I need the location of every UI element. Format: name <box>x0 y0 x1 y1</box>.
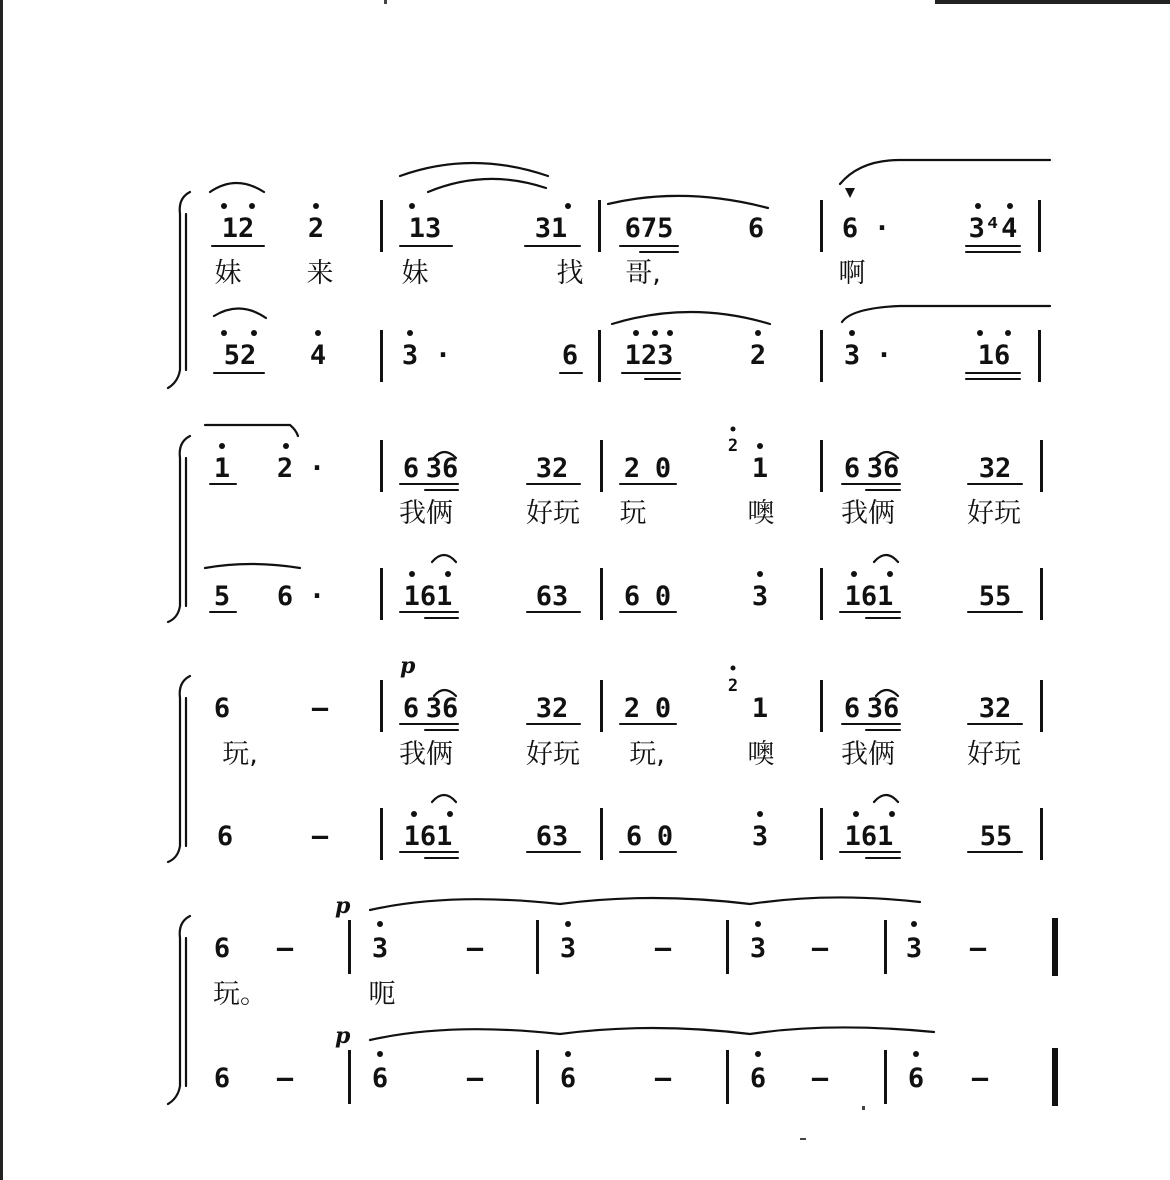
dash: — <box>276 1063 294 1094</box>
rest: 0 <box>654 581 672 612</box>
note-group: 36 <box>866 693 900 724</box>
rest: 0 <box>654 693 672 724</box>
note-group: 161 <box>844 581 894 612</box>
lyric: 玩。 <box>213 979 267 1010</box>
rest: 0 <box>654 453 672 484</box>
dynamic-marking: p <box>400 653 416 679</box>
lyric: 好玩 <box>967 739 1021 770</box>
note: 6 <box>843 453 861 484</box>
note: 6 <box>907 1063 925 1094</box>
note: 2 <box>307 213 325 244</box>
note: 3 <box>751 581 769 612</box>
note-group: 32 <box>535 693 569 724</box>
dash: — <box>811 933 829 964</box>
note-group: 63 <box>535 581 569 612</box>
lyric: 我俩 <box>399 739 453 770</box>
note: 2 <box>749 340 767 371</box>
note-group: 32 <box>535 453 569 484</box>
note-group: 52 <box>223 340 257 371</box>
note: 6 <box>402 453 420 484</box>
note: 6 <box>216 821 234 852</box>
lyric: 好玩 <box>526 498 580 529</box>
note: 3 <box>751 821 769 852</box>
note-group: 161 <box>403 821 453 852</box>
note: 3 <box>843 340 861 371</box>
note: 6 <box>371 1063 389 1094</box>
dash: — <box>311 821 329 852</box>
note-group: 32 <box>978 693 1012 724</box>
augmentation-dot: · <box>308 581 326 612</box>
note: 3 <box>371 933 389 964</box>
lyric: 玩, <box>222 739 258 770</box>
lyric: 我俩 <box>399 498 453 529</box>
note-group: 12 <box>221 213 255 244</box>
lyric: 来 <box>306 258 334 289</box>
dash: — <box>466 933 484 964</box>
lyric: 噢 <box>747 739 775 770</box>
note: 3 <box>401 340 419 371</box>
note-group: 63 <box>535 821 569 852</box>
dash: — <box>276 933 294 964</box>
dash: — <box>466 1063 484 1094</box>
augmentation-dot: · <box>875 340 893 371</box>
lyric: 找 <box>556 258 584 289</box>
note: 1 <box>751 453 769 484</box>
note-group: 16 <box>977 340 1011 371</box>
lyric: 玩, <box>629 739 665 770</box>
note-group: 55 <box>979 821 1013 852</box>
note-group: 36 <box>425 693 459 724</box>
note: 2 <box>276 453 294 484</box>
lyric: 啊 <box>838 258 866 289</box>
note: 3 <box>559 933 577 964</box>
note: 6 <box>623 581 641 612</box>
grace-note: 2 <box>727 676 739 696</box>
note: 6 <box>747 213 765 244</box>
note-group: 31 <box>534 213 568 244</box>
note: 3 <box>749 933 767 964</box>
note: 6 <box>402 693 420 724</box>
lyric: 好玩 <box>526 739 580 770</box>
note: 6 <box>841 213 859 244</box>
lyric: 玩 <box>619 498 647 529</box>
note-group: 55 <box>978 581 1012 612</box>
dynamic-marking: p <box>335 893 351 919</box>
dynamic-marking: p <box>335 1023 351 1049</box>
note-group: 32 <box>978 453 1012 484</box>
lyric: 哥, <box>625 258 661 289</box>
note: 2 <box>623 453 641 484</box>
note: 6 <box>749 1063 767 1094</box>
lyric: 我俩 <box>841 739 895 770</box>
lyric: 妹 <box>214 258 242 289</box>
note: 6 <box>843 693 861 724</box>
augmentation-dot: · <box>434 340 452 371</box>
note: 6 <box>276 581 294 612</box>
note: 4 <box>309 340 327 371</box>
dash: — <box>971 1063 989 1094</box>
note: 3 <box>905 933 923 964</box>
dash: — <box>654 1063 672 1094</box>
lyric: 噢 <box>747 498 775 529</box>
note: 6 <box>213 1063 231 1094</box>
note: 2 <box>623 693 641 724</box>
note-group: 675 <box>624 213 674 244</box>
note: 6 <box>625 821 643 852</box>
dash: — <box>654 933 672 964</box>
dash: — <box>811 1063 829 1094</box>
lyric: 呃 <box>368 979 396 1010</box>
lyric: 好玩 <box>967 498 1021 529</box>
note-group: 123 <box>624 340 674 371</box>
note-group: 3⁴4 <box>968 213 1018 244</box>
note-group: 13 <box>408 213 442 244</box>
note: 6 <box>559 1063 577 1094</box>
augmentation-dot: · <box>308 453 326 484</box>
note: 6 <box>561 340 579 371</box>
note: 6 <box>213 693 231 724</box>
augmentation-dot: · <box>873 213 891 244</box>
note: 1 <box>751 693 769 724</box>
grace-note: 2 <box>727 436 739 456</box>
note-group: 161 <box>844 821 894 852</box>
dash: — <box>311 693 329 724</box>
lyric: 我俩 <box>841 498 895 529</box>
note: 1 <box>213 453 231 484</box>
note-group: 36 <box>425 453 459 484</box>
rest: 0 <box>656 821 674 852</box>
note: 5 <box>213 581 231 612</box>
lyric: 妹 <box>401 258 429 289</box>
note-group: 36 <box>866 453 900 484</box>
dash: — <box>969 933 987 964</box>
note: 6 <box>213 933 231 964</box>
note-group: 161 <box>403 581 453 612</box>
